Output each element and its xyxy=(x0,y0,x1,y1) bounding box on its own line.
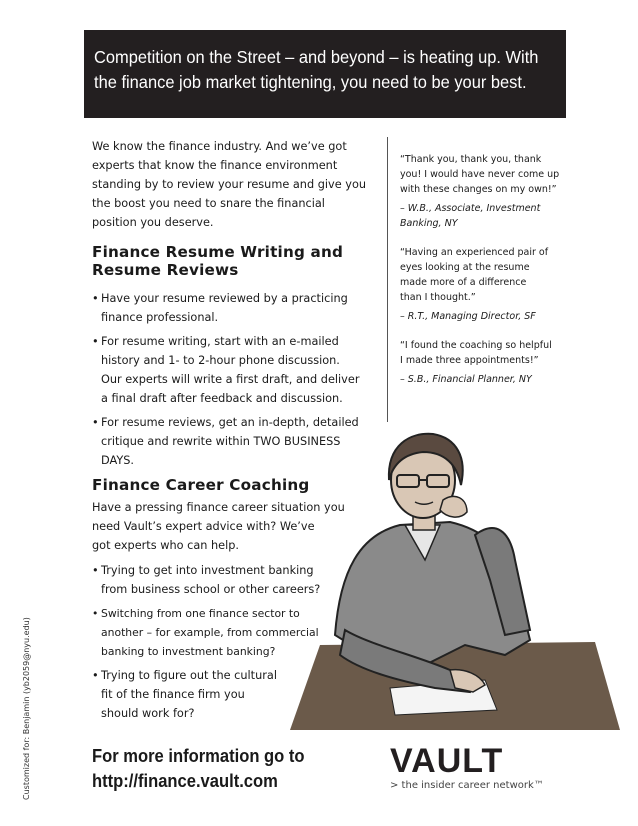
intro-line: We know the finance industry. And we’ve got xyxy=(92,140,347,153)
quote-line: with these changes on my own!” xyxy=(400,184,557,195)
bullet-line: For resume writing, start with an e-mailed xyxy=(101,335,339,348)
resume-heading xyxy=(92,243,382,279)
resume-heading-line: Finance Resume Writing and xyxy=(92,243,344,261)
testimonial xyxy=(400,338,570,387)
coaching-heading: Finance Career Coaching xyxy=(92,476,310,494)
bullet-line: banking to investment banking? xyxy=(101,645,276,658)
bullet-line: critique and rewrite within TWO BUSINESS xyxy=(101,435,341,448)
businesswoman-illustration xyxy=(275,430,635,730)
intro-line: experts that know the finance environment xyxy=(92,159,338,172)
quote-line: made more of a difference xyxy=(400,277,527,288)
logo-tagline: > the insider career network™ xyxy=(390,780,544,791)
bullet-line: Trying to figure out the cultural xyxy=(101,669,277,682)
attribution-line: – R.T., Managing Director, SF xyxy=(400,311,536,322)
bullet-line: Switching from one finance sector to xyxy=(101,607,300,620)
customized-for-note: Customized for: Benjamin (yb2059@nyu.edu) xyxy=(22,617,31,800)
attribution-line: – W.B., Associate, Investment xyxy=(400,203,541,214)
attribution-line: Banking, NY xyxy=(400,218,458,229)
bullet-icon: • xyxy=(92,669,99,682)
quote-line: eyes looking at the resume xyxy=(400,262,530,273)
quote-line: “I found the coaching so helpful xyxy=(400,340,552,351)
quote-line: you! I would have never come up xyxy=(400,169,560,180)
list-item xyxy=(92,289,382,327)
bullet-line: For resume reviews, get an in-depth, detailed xyxy=(101,416,359,429)
column-divider xyxy=(387,137,388,422)
logo-wordmark: VAULT xyxy=(390,742,504,780)
header-banner xyxy=(84,30,566,118)
bullet-icon: • xyxy=(92,416,99,429)
bullet-line: Trying to get into investment banking xyxy=(101,564,314,577)
coaching-intro-line: got experts who can help. xyxy=(92,539,240,552)
bullet-line: Our experts will write a first draft, and deliver xyxy=(101,373,360,386)
vault-logo xyxy=(390,744,560,794)
bullet-icon: • xyxy=(92,564,99,577)
cta-url[interactable]: http://finance.vault.com xyxy=(92,771,278,791)
attribution-line: – S.B., Financial Planner, NY xyxy=(400,374,532,385)
bullet-icon: • xyxy=(92,292,99,305)
banner-line-1: Competition on the Street – and beyond – is heating up. With xyxy=(94,47,539,67)
cta-line-1: For more information go to xyxy=(92,746,305,766)
quote-line: “Thank you, thank you, thank xyxy=(400,154,542,165)
resume-heading-line: Resume Reviews xyxy=(92,261,239,279)
bullet-line: another – for example, from commercial xyxy=(101,626,319,639)
testimonial xyxy=(400,245,570,324)
coaching-intro-line: Have a pressing finance career situation you xyxy=(92,501,345,514)
quote-line: “Having an experienced pair of xyxy=(400,247,549,258)
testimonial xyxy=(400,152,570,231)
bullet-icon: • xyxy=(92,335,99,348)
banner-line-2: the finance job market tightening, you need to be your best. xyxy=(94,72,527,92)
bullet-line: from business school or other careers? xyxy=(101,583,321,596)
intro-line: the boost you need to snare the financial xyxy=(92,197,325,210)
bullet-line: DAYS. xyxy=(101,454,135,467)
intro-line: position you deserve. xyxy=(92,216,214,229)
bullet-line: a final draft after feedback and discussion. xyxy=(101,392,343,405)
intro-paragraph xyxy=(92,137,382,232)
chin-hand-shape xyxy=(440,496,467,517)
bullet-line: Have your resume reviewed by a practicing xyxy=(101,292,348,305)
coaching-intro-line: need Vault’s expert advice with? We’ve xyxy=(92,520,315,533)
bullet-line: should work for? xyxy=(101,707,195,720)
quote-line: I made three appointments!” xyxy=(400,355,539,366)
bullet-line: finance professional. xyxy=(101,311,219,324)
list-item xyxy=(92,332,382,408)
bullet-icon: • xyxy=(92,607,99,620)
bullet-line: fit of the finance firm you xyxy=(101,688,245,701)
testimonials xyxy=(400,152,570,401)
call-to-action xyxy=(92,744,323,794)
quote-line: than I thought.” xyxy=(400,292,476,303)
bullet-line: history and 1- to 2-hour phone discussion. xyxy=(101,354,340,367)
intro-line: standing by to review your resume and give you xyxy=(92,178,367,191)
